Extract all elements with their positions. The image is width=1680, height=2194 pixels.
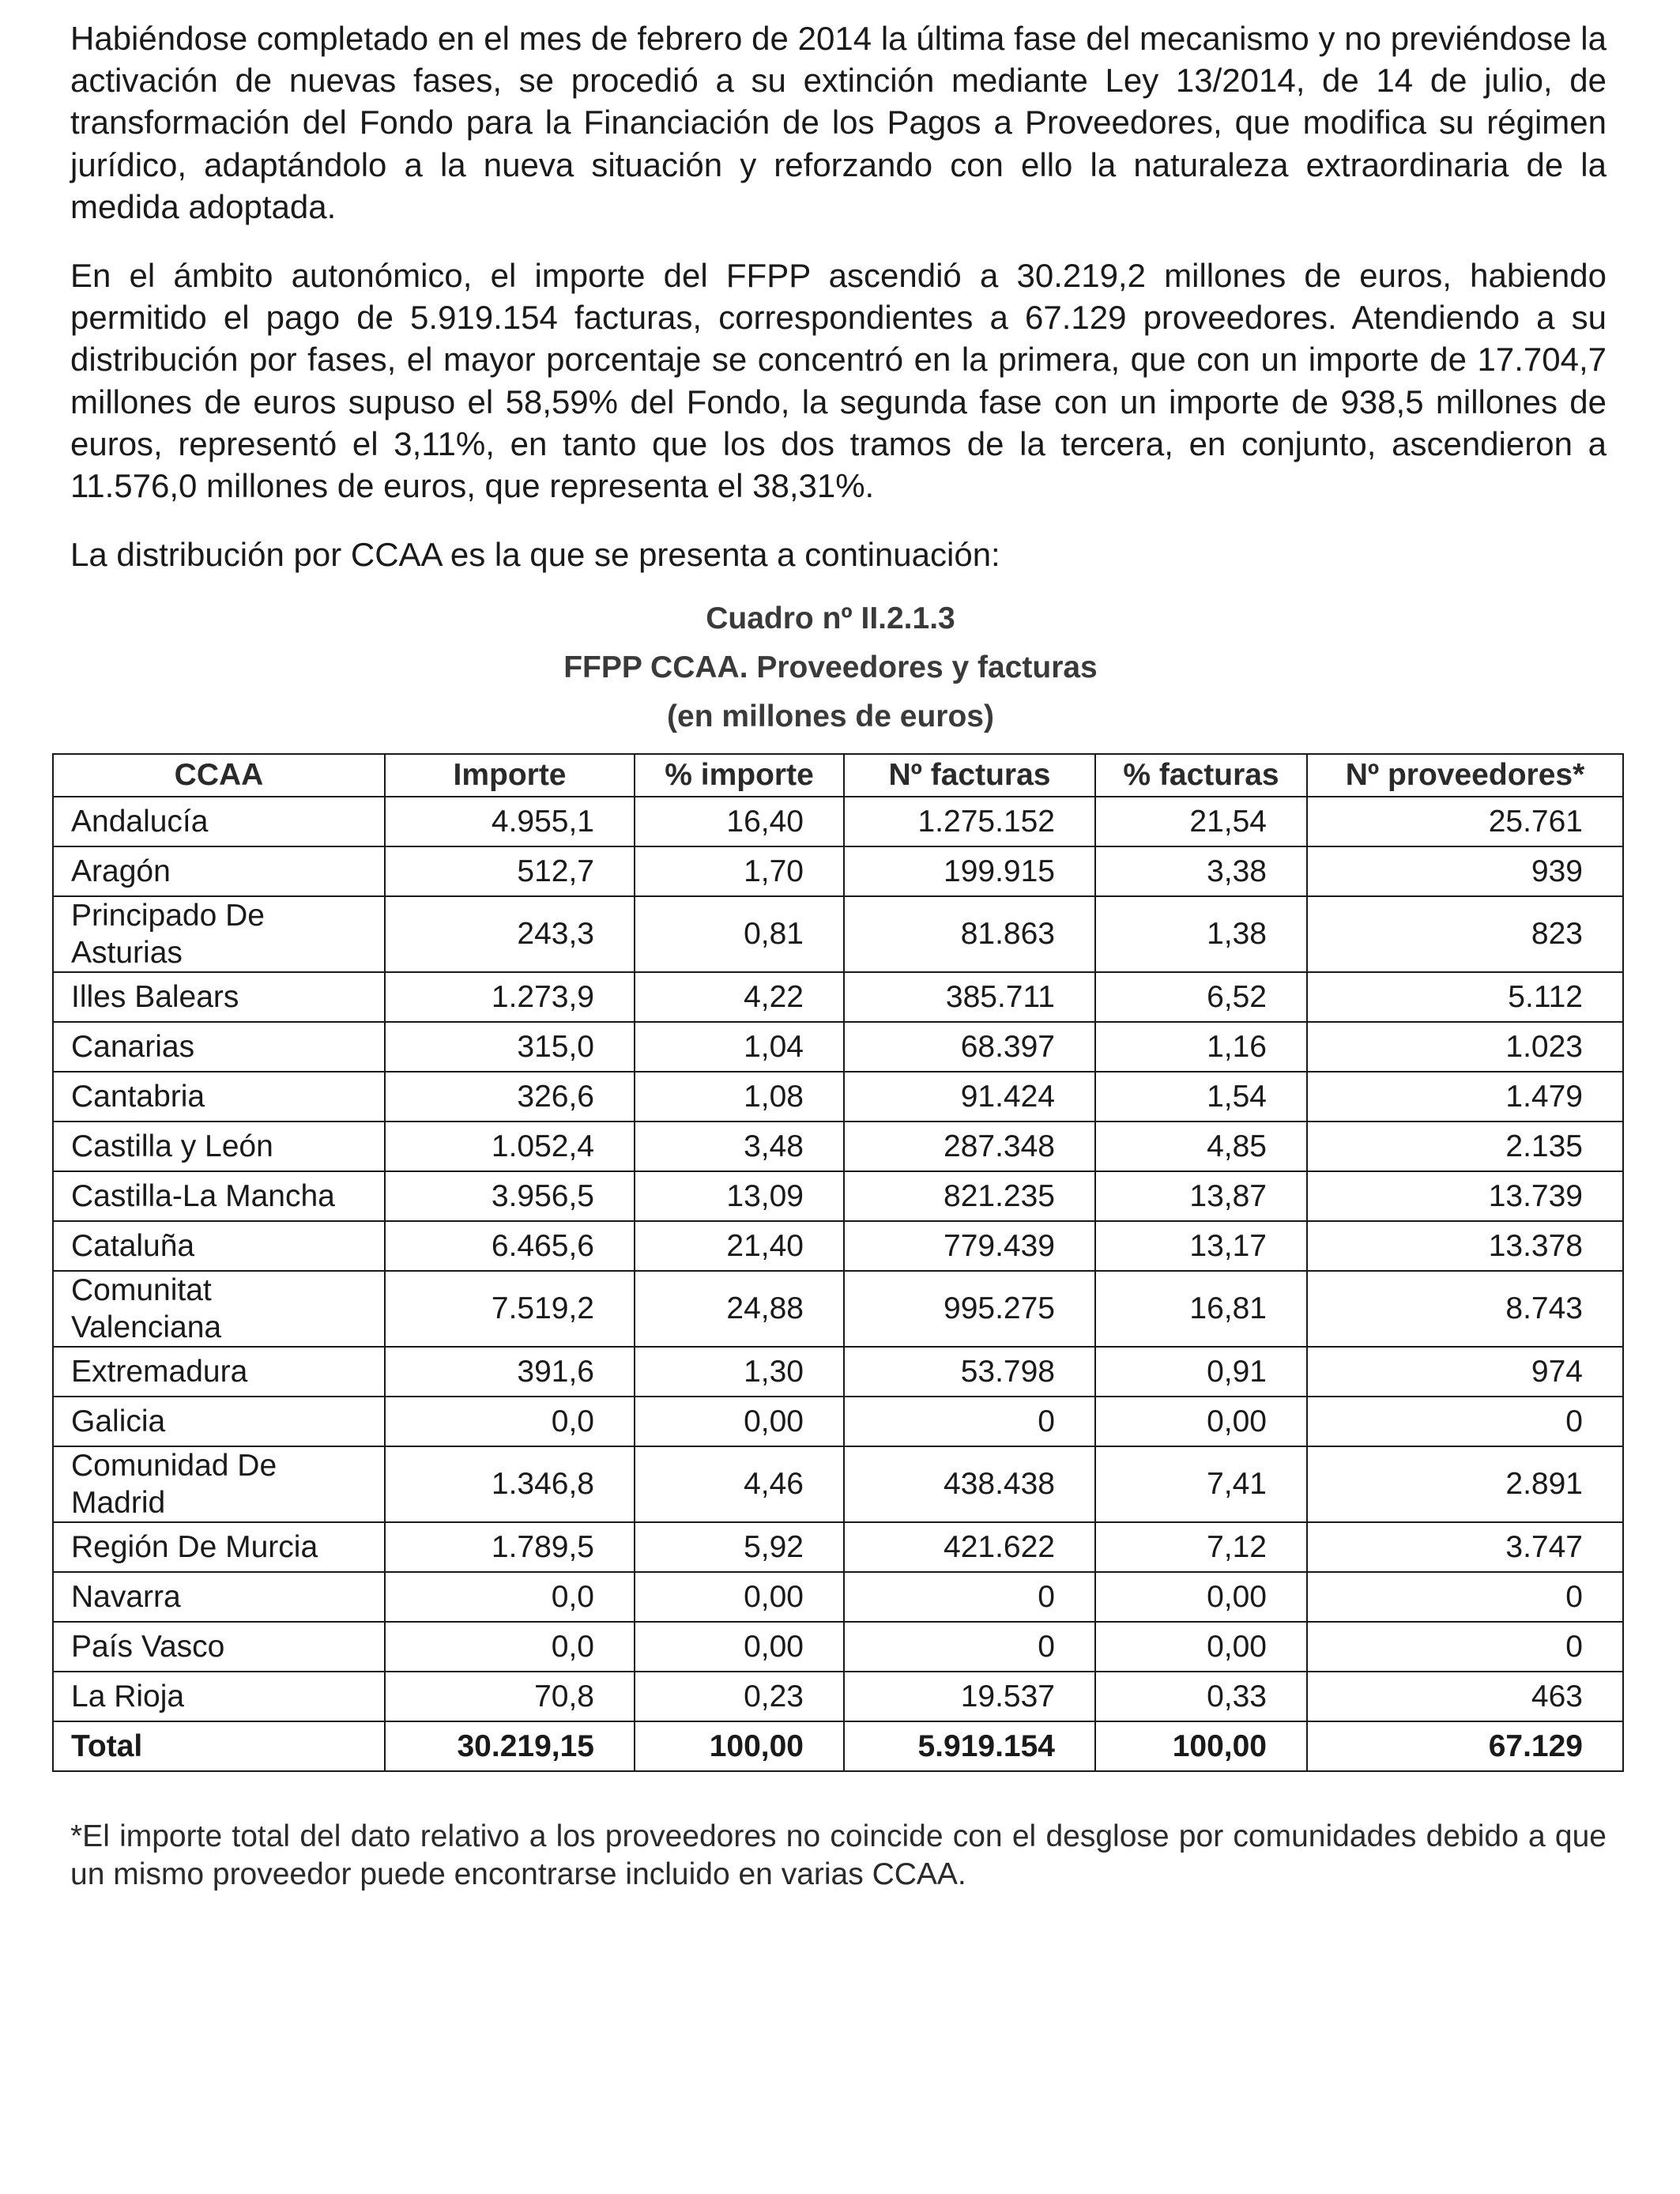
cell-pct-facturas: 0,00 (1095, 1572, 1307, 1622)
cell-importe: 243,3 (385, 896, 635, 972)
cell-n-proveedores: 25.761 (1307, 797, 1623, 846)
cell-n-facturas: 19.537 (844, 1672, 1095, 1721)
cell-ccaa: Aragón (53, 846, 385, 896)
cell-n-proveedores: 463 (1307, 1672, 1623, 1721)
cell-total-n-facturas: 5.919.154 (844, 1721, 1095, 1771)
table-number: Cuadro nº II.2.1.3 (706, 601, 955, 636)
table-units: (en millones de euros) (667, 699, 994, 734)
table-row (53, 1171, 1623, 1221)
cell-pct-importe: 0,00 (635, 1572, 844, 1622)
table-row (53, 1572, 1623, 1622)
cell-ccaa: Illes Balears (53, 972, 385, 1022)
cell-importe: 315,0 (385, 1022, 635, 1072)
cell-ccaa: Principado De Asturias (53, 896, 385, 972)
table-row (53, 1522, 1623, 1572)
cell-importe: 4.955,1 (385, 797, 635, 846)
table-row (53, 1397, 1623, 1446)
cell-pct-importe: 13,09 (635, 1171, 844, 1221)
cell-pct-facturas: 13,87 (1095, 1171, 1307, 1221)
cell-pct-importe: 4,46 (635, 1446, 844, 1522)
cell-pct-facturas: 21,54 (1095, 797, 1307, 846)
cell-total-pct-importe: 100,00 (635, 1721, 844, 1771)
table-row (53, 1022, 1623, 1072)
cell-importe: 70,8 (385, 1672, 635, 1721)
header-n-proveedores: Nº proveedores* (1307, 754, 1623, 797)
table-header-row (53, 754, 1623, 797)
cell-total-n-proveedores: 67.129 (1307, 1721, 1623, 1771)
cell-importe: 326,6 (385, 1072, 635, 1122)
cell-n-facturas: 779.439 (844, 1221, 1095, 1271)
cell-ccaa: Galicia (53, 1397, 385, 1446)
cell-n-facturas: 287.348 (844, 1122, 1095, 1171)
cell-n-proveedores: 3.747 (1307, 1522, 1623, 1572)
table-row (53, 1271, 1623, 1347)
cell-n-proveedores: 2.891 (1307, 1446, 1623, 1522)
cell-ccaa: Extremadura (53, 1347, 385, 1397)
cell-importe: 1.346,8 (385, 1446, 635, 1522)
cell-n-proveedores: 939 (1307, 846, 1623, 896)
cell-importe: 0,0 (385, 1572, 635, 1622)
cell-pct-facturas: 7,12 (1095, 1522, 1307, 1572)
cell-importe: 512,7 (385, 846, 635, 896)
table-row (53, 1347, 1623, 1397)
cell-ccaa: Cataluña (53, 1221, 385, 1271)
table-total-row (53, 1721, 1623, 1771)
cell-importe: 0,0 (385, 1397, 635, 1446)
cell-importe: 3.956,5 (385, 1171, 635, 1221)
cell-pct-importe: 0,23 (635, 1672, 844, 1721)
cell-importe: 1.789,5 (385, 1522, 635, 1572)
cell-n-proveedores: 0 (1307, 1397, 1623, 1446)
cell-pct-facturas: 0,00 (1095, 1622, 1307, 1672)
cell-pct-importe: 1,30 (635, 1347, 844, 1397)
cell-n-facturas: 68.397 (844, 1022, 1095, 1072)
cell-total-pct-facturas: 100,00 (1095, 1721, 1307, 1771)
cell-ccaa: La Rioja (53, 1672, 385, 1721)
cell-pct-importe: 1,70 (635, 846, 844, 896)
header-pct-facturas: % facturas (1095, 754, 1307, 797)
cell-pct-facturas: 6,52 (1095, 972, 1307, 1022)
table-row (53, 797, 1623, 846)
cell-n-facturas: 199.915 (844, 846, 1095, 896)
header-n-facturas: Nº facturas (844, 754, 1095, 797)
cell-n-facturas: 0 (844, 1572, 1095, 1622)
table-row (53, 1221, 1623, 1271)
cell-pct-importe: 5,92 (635, 1522, 844, 1572)
cell-n-proveedores: 1.023 (1307, 1022, 1623, 1072)
cell-pct-facturas: 7,41 (1095, 1446, 1307, 1522)
cell-n-facturas: 0 (844, 1622, 1095, 1672)
cell-pct-importe: 24,88 (635, 1271, 844, 1347)
document-body (70, 17, 1607, 741)
cell-ccaa: País Vasco (53, 1622, 385, 1672)
cell-pct-importe: 21,40 (635, 1221, 844, 1271)
cell-n-facturas: 438.438 (844, 1446, 1095, 1522)
cell-n-facturas: 0 (844, 1397, 1095, 1446)
header-importe: Importe (385, 754, 635, 797)
cell-pct-facturas: 13,17 (1095, 1221, 1307, 1271)
cell-ccaa: Comunitat Valenciana (53, 1271, 385, 1347)
cell-pct-facturas: 1,38 (1095, 896, 1307, 972)
cell-n-facturas: 81.863 (844, 896, 1095, 972)
cell-total-label: Total (53, 1721, 385, 1771)
cell-pct-importe: 0,00 (635, 1622, 844, 1672)
cell-importe: 6.465,6 (385, 1221, 635, 1271)
paragraph-autonomic-amounts: En el ámbito autonómico, el importe del FFPP ascendió a 30.219,2 millones de euros, habiendo permitido el pago de 5.919.154 facturas, correspondientes a 67.129 proveedores. Atendiendo a su distribución por fases, el mayor porcentaje se concentró en la primera, que con un importe de 17.704,7 millones de euros supuso el 58,59% del Fondo, la segunda fase con un importe de 938,5 millones de euros, representó el 3,11%, en tanto que los dos tramos de la tercera, en conjunto, ascendieron a 11.576,0 millones de euros, que representa el 38,31%. (70, 257, 1607, 505)
cell-n-facturas: 821.235 (844, 1171, 1095, 1221)
cell-pct-facturas: 0,00 (1095, 1397, 1307, 1446)
cell-pct-importe: 4,22 (635, 972, 844, 1022)
paragraph-distribution-intro: La distribución por CCAA es la que se presenta a continuación: (70, 536, 1000, 574)
cell-n-proveedores: 13.378 (1307, 1221, 1623, 1271)
cell-importe: 1.273,9 (385, 972, 635, 1022)
table-row (53, 846, 1623, 896)
table-row (53, 1622, 1623, 1672)
cell-pct-importe: 3,48 (635, 1122, 844, 1171)
cell-ccaa: Castilla-La Mancha (53, 1171, 385, 1221)
cell-n-proveedores: 13.739 (1307, 1171, 1623, 1221)
table-row (53, 1072, 1623, 1122)
cell-ccaa: Castilla y León (53, 1122, 385, 1171)
header-pct-importe: % importe (635, 754, 844, 797)
cell-ccaa: Comunidad De Madrid (53, 1446, 385, 1522)
cell-pct-facturas: 3,38 (1095, 846, 1307, 896)
cell-n-facturas: 91.424 (844, 1072, 1095, 1122)
cell-n-proveedores: 0 (1307, 1622, 1623, 1672)
cell-pct-facturas: 4,85 (1095, 1122, 1307, 1171)
table-row (53, 1122, 1623, 1171)
cell-importe: 1.052,4 (385, 1122, 635, 1171)
cell-n-facturas: 385.711 (844, 972, 1095, 1022)
cell-n-proveedores: 0 (1307, 1572, 1623, 1622)
cell-pct-facturas: 0,91 (1095, 1347, 1307, 1397)
cell-n-facturas: 995.275 (844, 1271, 1095, 1347)
cell-pct-facturas: 1,16 (1095, 1022, 1307, 1072)
table-row (53, 972, 1623, 1022)
cell-n-facturas: 1.275.152 (844, 797, 1095, 846)
cell-pct-importe: 0,81 (635, 896, 844, 972)
table-row (53, 1672, 1623, 1721)
cell-pct-facturas: 0,33 (1095, 1672, 1307, 1721)
cell-n-proveedores: 1.479 (1307, 1072, 1623, 1122)
table-footnote: *El importe total del dato relativo a los proveedores no coincide con el desglose por comunidades debido a que un mismo proveedor puede encontrarse incluido en varias CCAA. (70, 1819, 1607, 1891)
cell-n-proveedores: 8.743 (1307, 1271, 1623, 1347)
header-ccaa: CCAA (53, 754, 385, 797)
ffpp-ccaa-table (52, 753, 1624, 1772)
cell-importe: 0,0 (385, 1622, 635, 1672)
cell-n-proveedores: 5.112 (1307, 972, 1623, 1022)
cell-pct-importe: 1,08 (635, 1072, 844, 1122)
cell-n-facturas: 421.622 (844, 1522, 1095, 1572)
cell-importe: 7.519,2 (385, 1271, 635, 1347)
cell-pct-importe: 1,04 (635, 1022, 844, 1072)
cell-ccaa: Canarias (53, 1022, 385, 1072)
cell-ccaa: Andalucía (53, 797, 385, 846)
cell-pct-facturas: 16,81 (1095, 1271, 1307, 1347)
cell-pct-importe: 16,40 (635, 797, 844, 846)
cell-n-facturas: 53.798 (844, 1347, 1095, 1397)
table-row (53, 1446, 1623, 1522)
cell-importe: 391,6 (385, 1347, 635, 1397)
cell-ccaa: Navarra (53, 1572, 385, 1622)
table-title: FFPP CCAA. Proveedores y facturas (563, 650, 1098, 685)
paragraph-intro-extinction: Habiéndose completado en el mes de febrero de 2014 la última fase del mecanismo y no previéndose la activación de nuevas fases, se procedió a su extinción mediante Ley 13/2014, de 14 de julio, de transformación del Fondo para la Financiación de los Pagos a Proveedores, que modifica su régimen jurídico, adaptándolo a la nueva situación y reforzando con ello la naturaleza extraordinaria de la medida adoptada. (70, 20, 1607, 225)
cell-pct-importe: 0,00 (635, 1397, 844, 1446)
table-row (53, 896, 1623, 972)
cell-ccaa: Región De Murcia (53, 1522, 385, 1572)
cell-n-proveedores: 2.135 (1307, 1122, 1623, 1171)
cell-n-proveedores: 974 (1307, 1347, 1623, 1397)
cell-ccaa: Cantabria (53, 1072, 385, 1122)
cell-total-importe: 30.219,15 (385, 1721, 635, 1771)
cell-pct-facturas: 1,54 (1095, 1072, 1307, 1122)
cell-n-proveedores: 823 (1307, 896, 1623, 972)
